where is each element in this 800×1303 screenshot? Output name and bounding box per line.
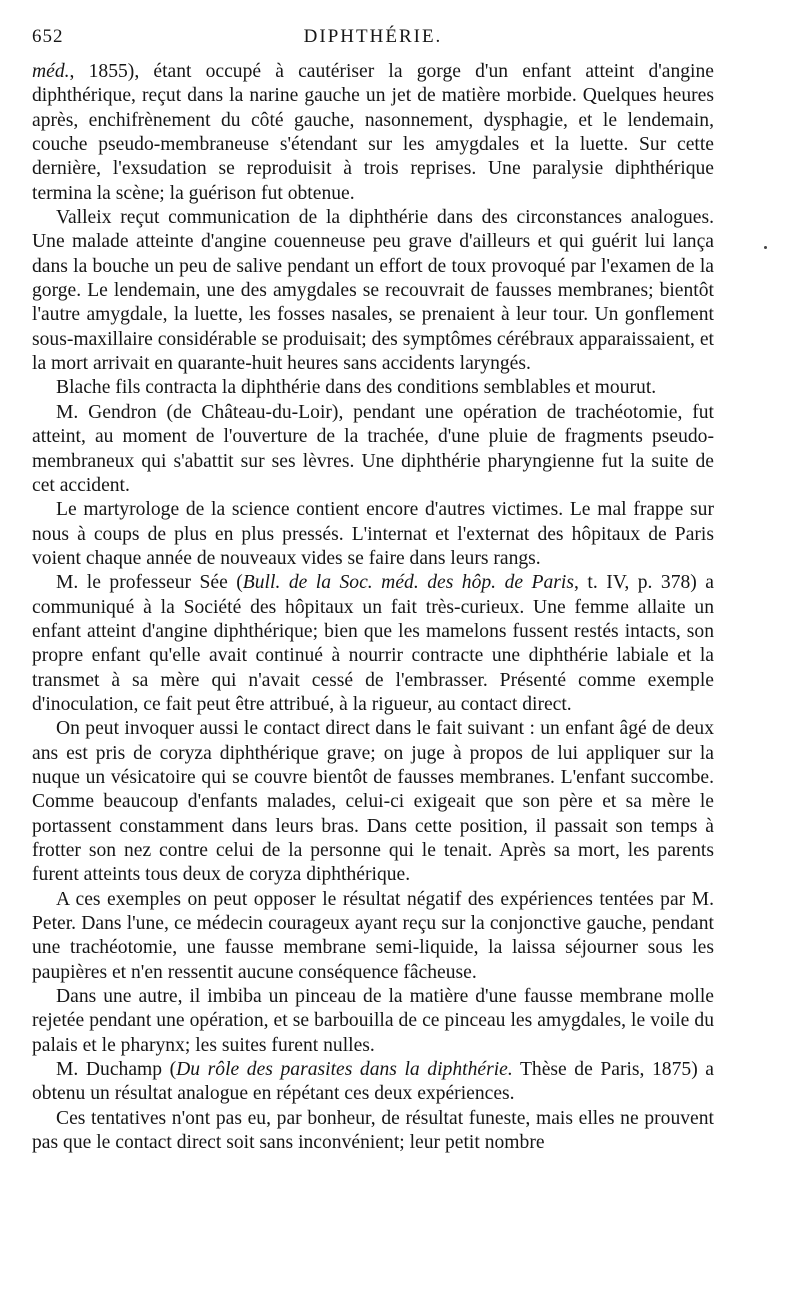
paragraph-9: Dans une autre, il imbiba un pinceau de la matière d'une fausse membrane molle rejetée pendant une opération, et se barbouilla de ce pinceau les amygdales, le voile du palais et le pharynx; les suites furent nulles.: [32, 986, 714, 1056]
page-number: 652: [32, 26, 64, 47]
body-text: [32, 60, 714, 1155]
citation-italic: Bull. de la Soc. méd. des hôp. de Paris: [242, 572, 574, 594]
paragraph-1: méd., 1855), étant occupé à cautériser la gorge d'un enfant atteint d'angine diphthérique, reçut dans la narine gauche un jet de matière morbide. Quelques heures après, enchifrènement du côté gauche, nasonnement, dysphagie, et le lendemain, couche pseudo-membraneuse s'étendant sur les amygdales et la luette. Sur cette dernière, l'exsudation se reproduisit à trois reprises. Une paralysie diphthérique termina la scène; la guérison fut obtenue.: [32, 61, 714, 204]
paragraph-8: A ces exemples on peut opposer le résultat négatif des expériences tentées par M. Peter. Dans l'une, ce médecin courageux ayant reçu sur la conjonctive gauche, pendant une trachéotomie, une fausse membrane semi-liquide, la laissa séjourner sous les paupières et n'en ressentit aucune conséquence fâcheuse.: [32, 888, 714, 983]
paragraph-3: Blache fils contracta la diphthérie dans des conditions semblables et mourut.: [56, 377, 657, 399]
citation-italic: Du rôle des parasites dans la diphthérie.: [176, 1059, 513, 1081]
paragraph-5: Le martyrologe de la science contient encore d'autres victimes. Le mal frappe sur nous à coups de plus en plus pressés. L'internat et l'externat des hôpitaux de Paris voient chaque année de nouveaux vides se faire dans leurs rangs.: [32, 499, 714, 569]
paragraph-7: On peut invoquer aussi le contact direct dans le fait suivant : un enfant âgé de deux ans est pris de coryza diphthérique grave; on juge à propos de lui appliquer sur la nuque un vésicatoire qui se couvre bientôt de fausses membranes. L'enfant succombe. Comme beaucoup d'enfants malades, celui-ci exigeait que son père et sa mère le portassent constamment dans leurs bras. Dans cette position, il passait son temps à frotter son nez contre celui de la personne qui le tenait. Après sa mort, les parents furent atteints tous deux de coryza diphthérique.: [32, 718, 714, 886]
paragraph-10: M. Duchamp (Du rôle des parasites dans la diphthérie. Thèse de Paris, 1875) a obtenu un résultat analogue en répétant ces deux expériences.: [32, 1059, 714, 1105]
ink-speck: [764, 246, 767, 249]
paragraph-2: Valleix reçut communication de la diphthérie dans des circonstances analogues. Une malade atteinte d'angine couenneuse peu grave d'ailleurs et qui guérit lui lança dans la bouche un peu de salive pendant un effort de toux provoqué par l'examen de la gorge. Le lendemain, une des amygdales se recouvrait de fausses membranes; bientôt l'autre amygdale, la luette, les fosses nasales, se prenaient à leur tour. Un gonflement sous-maxillaire considérable se produisait; des symptômes cérébraux apparaissaient, et la mort arrivait en quarante-huit heures sans accidents laryngés.: [32, 207, 714, 375]
paragraph-6: M. le professeur Sée (Bull. de la Soc. méd. des hôp. de Paris, t. IV, p. 378) a communiqué à la Société des hôpitaux un fait très-curieux. Une femme allaite un enfant atteint d'angine diphthérique; bien que les mamelons fussent restés intacts, son propre enfant qu'elle avait continué à nourrir contracte une diphthérie labiale et la transmet à sa mère qui n'avait cessé de l'embrasser. Présenté comme exemple d'inoculation, ce fait peut être attribué, à la rigueur, au contact direct.: [32, 572, 714, 715]
running-title: DIPHTHÉRIE.: [303, 26, 443, 47]
page-header: [32, 26, 714, 60]
citation-italic: méd.: [32, 61, 70, 82]
paragraph-4: M. Gendron (de Château-du-Loir), pendant une opération de trachéotomie, fut atteint, au moment de l'ouverture de la trachée, d'une pluie de fragments pseudo-membraneux qui s'abattit sur ses lèvres. Une diphthérie pharyngienne fut la suite de cet accident.: [32, 401, 714, 496]
paragraph-11: Ces tentatives n'ont pas eu, par bonheur, de résultat funeste, mais elles ne prouvent pas que le contact direct soit sans inconvénient; leur petit nombre: [32, 1107, 714, 1154]
